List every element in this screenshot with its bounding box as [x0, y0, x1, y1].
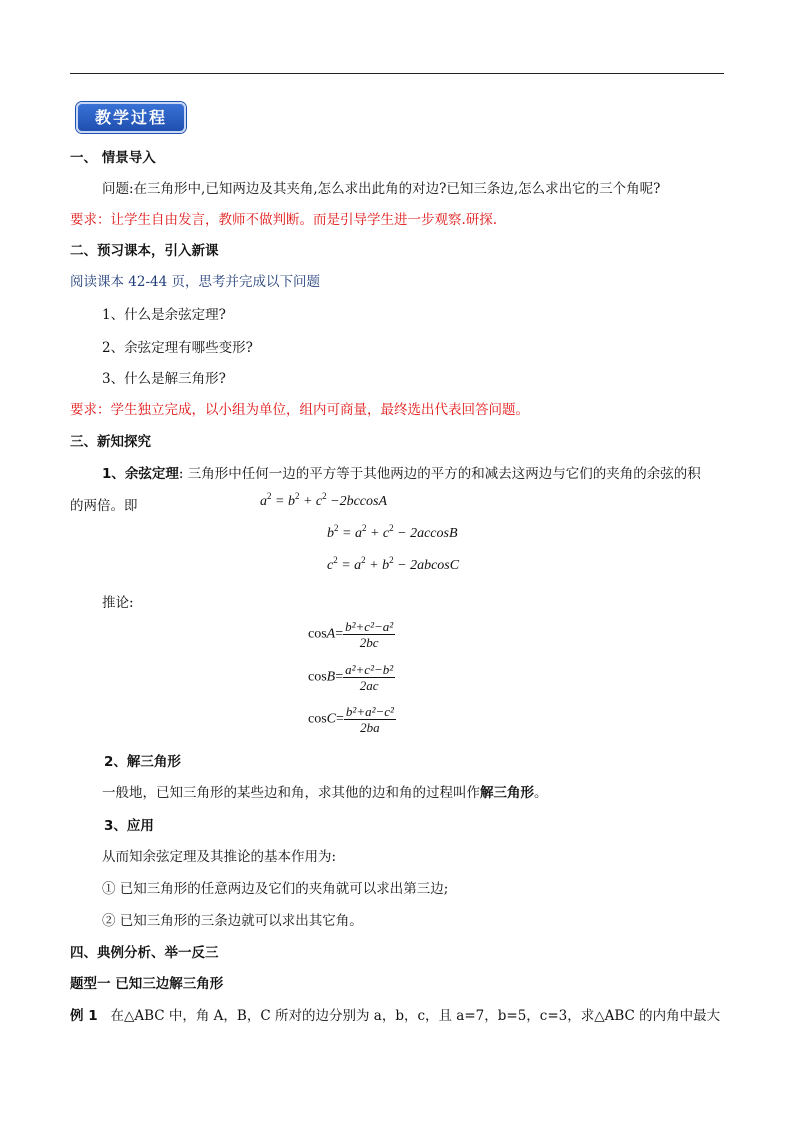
- law-continuation: 的两倍。即: [70, 498, 138, 514]
- law-text: : 三角形中任何一边的平方等于其他两边的平方的和减去这两边与它们的夹角的余弦的积: [178, 466, 701, 482]
- cos-a-formula: cosA= $\frac{\text{b²+c²−a²}}{2bc}$: [308, 619, 394, 650]
- solve-triangle-definition: 一般地，已知三角形的某些边和角，求其他的边和角的过程叫作解三角形。: [102, 785, 548, 801]
- application-intro: 从而知余弦定理及其推论的基本作用为:: [102, 849, 337, 865]
- equation-a: $a^2 = b^2 + c^2 -2bccosA$: [260, 491, 387, 509]
- preview-question-1: 1、什么是余弦定理?: [102, 307, 226, 323]
- application-item-2: ② 已知三角形的三条边就可以求出其它角。: [102, 913, 363, 929]
- cos-b-formula: cosB= $\frac{\text{a²+c²−b²}}{2ac}$: [308, 662, 394, 693]
- reading-assignment: 阅读课本 42-44 页，思考并完成以下问题: [70, 274, 321, 290]
- law-label: 1、余弦定理: [102, 466, 179, 482]
- intro-question: 问题:在三角形中,已知两边及其夹角,怎么求出此角的对边?已知三条边,怎么求出它的三个角呢?: [102, 181, 661, 197]
- section-2-heading: 二、预习课本，引入新课: [70, 243, 219, 259]
- section-4-heading: 四、典例分析、举一反三: [70, 945, 219, 961]
- problem-type-1: 题型一 已知三边解三角形: [70, 976, 224, 992]
- section-1-heading: 一、 情景导入: [70, 150, 156, 166]
- section-3-heading: 三、新知探究: [70, 434, 151, 450]
- solve-triangle-heading: 2、解三角形: [104, 754, 181, 770]
- cos-c-formula: cosC= $\frac{\text{b²+a²−c²}}{2ba}$: [308, 704, 394, 735]
- requirement-2: 要求：学生独立完成，以小组为单位，组内可商量，最终选出代表回答问题。: [70, 402, 529, 418]
- preview-question-2: 2、余弦定理有哪些变形?: [102, 340, 253, 356]
- application-heading: 3、应用: [104, 818, 154, 834]
- equation-c: $c^2 = a^2 + b^2 - 2abcosC$: [327, 555, 460, 573]
- equation-b: $b^2 = a^2 + c^2 - 2accosB$: [327, 523, 458, 541]
- law-of-cosines-statement: [102, 462, 701, 482]
- header-rule: [70, 73, 724, 74]
- requirement-1: 要求：让学生自由发言，教师不做判断。而是引导学生进一步观察.研探.: [70, 212, 498, 228]
- corollary-label: 推论:: [102, 595, 134, 611]
- example-1: 例 1 在△ABC 中，角 A，B，C 所对的边分别为 a，b，c，且 a=7，b=5，c=3，求△ABC 的内角中最大: [70, 1008, 721, 1024]
- application-item-1: ① 已知三角形的任意两边及它们的夹角就可以求出第三边;: [102, 881, 449, 897]
- section-badge: 教学过程: [76, 102, 186, 133]
- preview-question-3: 3、什么是解三角形?: [102, 371, 226, 387]
